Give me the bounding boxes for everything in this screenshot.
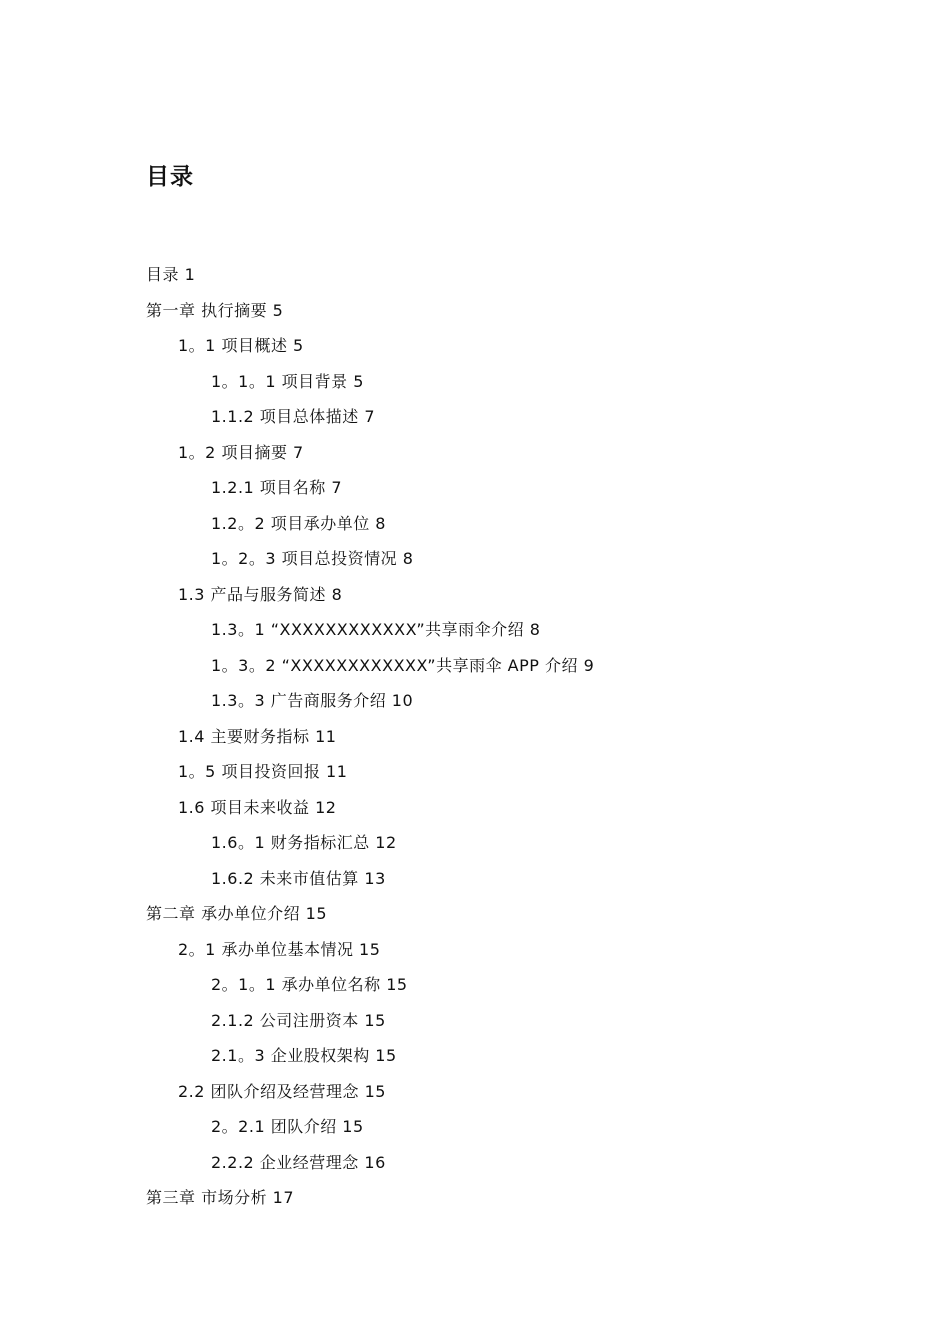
- toc-entry[interactable]: 2.2 团队介绍及经营理念 15: [178, 1081, 386, 1101]
- toc-entry[interactable]: 1。3。2 “XXXXXXXXXXXX”共享雨伞 APP 介绍 9: [211, 655, 595, 675]
- toc-entry[interactable]: 2.1。3 企业股权架构 15: [211, 1046, 397, 1065]
- toc-entry[interactable]: 1。1 项目概述 5: [178, 336, 304, 355]
- toc-entry[interactable]: 1.4 主要财务指标 11: [178, 726, 337, 746]
- toc-entry[interactable]: 目录 1: [146, 265, 196, 284]
- toc-entry[interactable]: 1。2。3 项目总投资情况 8: [211, 549, 414, 568]
- toc-entry[interactable]: 1.6 项目未来收益 12: [178, 797, 337, 817]
- toc-entry[interactable]: 2。2.1 团队介绍 15: [211, 1117, 364, 1136]
- toc-entry[interactable]: 1.3 产品与服务简述 8: [178, 584, 343, 604]
- toc-entry[interactable]: 1.3。3 广告商服务介绍 10: [211, 691, 414, 710]
- toc-entry[interactable]: 第二章 承办单位介绍 15: [146, 904, 328, 923]
- toc-entry[interactable]: 2。1 承办单位基本情况 15: [178, 939, 381, 959]
- toc-entry[interactable]: 1。1。1 项目背景 5: [211, 371, 364, 391]
- toc-entry[interactable]: 第三章 市场分析 17: [146, 1188, 295, 1207]
- toc-entry[interactable]: 1.3。1 “XXXXXXXXXXXX”共享雨伞介绍 8: [211, 620, 541, 639]
- toc-entry[interactable]: 1。2 项目摘要 7: [178, 442, 304, 462]
- toc-entry[interactable]: 第一章 执行摘要 5: [146, 300, 284, 320]
- toc-entry[interactable]: 1.6。1 财务指标汇总 12: [211, 833, 397, 852]
- toc-entry[interactable]: 1。5 项目投资回报 11: [178, 762, 348, 781]
- toc-entry[interactable]: 1.6.2 未来市值估算 13: [211, 868, 386, 888]
- toc-entry[interactable]: 1.1.2 项目总体描述 7: [211, 407, 376, 426]
- toc-entry[interactable]: 1.2.1 项目名称 7: [211, 478, 343, 497]
- page-title: 目录: [146, 164, 194, 190]
- table-of-contents: [146, 257, 866, 1216]
- toc-entry[interactable]: 1.2。2 项目承办单位 8: [211, 513, 386, 533]
- toc-entry[interactable]: 2.2.2 企业经营理念 16: [211, 1152, 386, 1172]
- toc-entry[interactable]: 2。1。1 承办单位名称 15: [211, 975, 408, 994]
- toc-entry[interactable]: 2.1.2 公司注册资本 15: [211, 1010, 386, 1030]
